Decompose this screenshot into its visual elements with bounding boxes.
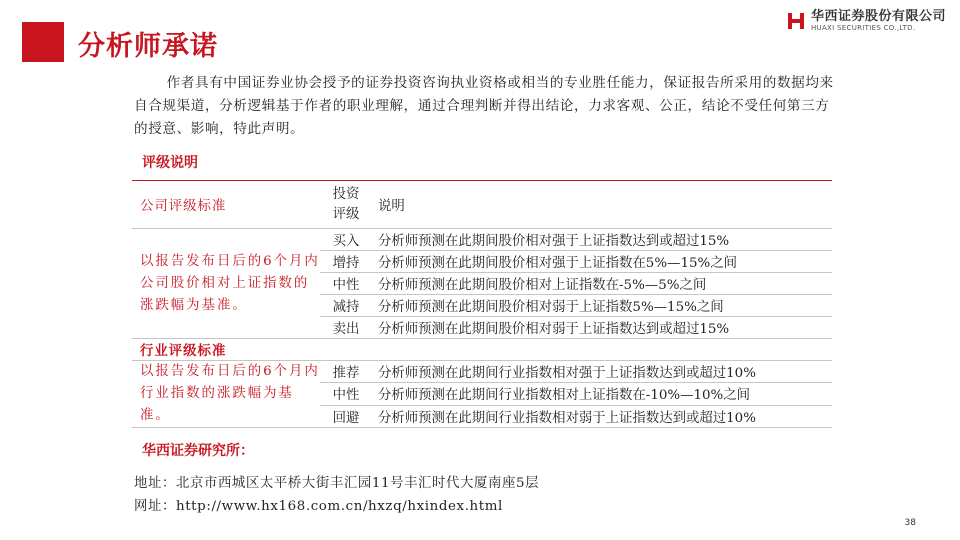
rating-cell: 买入 bbox=[320, 229, 372, 251]
table-row bbox=[132, 229, 832, 251]
industry-header-row bbox=[132, 339, 832, 361]
description-cell: 分析师预测在此期间股价相对上证指数在-5%—5%之间 bbox=[372, 273, 832, 295]
page-number: 38 bbox=[904, 518, 916, 528]
rating-cell: 增持 bbox=[320, 251, 372, 273]
huaxi-logo-icon bbox=[787, 12, 805, 30]
analyst-statement: 作者具有中国证券业协会授予的证券投资咨询执业资格或相当的专业胜任能力，保证报告所采用的数据均来自合规渠道，分析逻辑基于作者的职业理解，通过合理判断并得出结论，力求客观、公正，结论不受任何第三方的授意、影响，特此声明。 bbox=[134, 75, 834, 137]
description-cell: 分析师预测在此期间股价相对强于上证指数在5%—15%之间 bbox=[372, 251, 832, 273]
page-title: 分析师承诺 bbox=[78, 31, 218, 62]
rating-cell: 减持 bbox=[320, 295, 372, 317]
rating-cell: 回避 bbox=[320, 405, 372, 427]
industry-basis: 以报告发布日后的6个月内行业指数的涨跌幅为基准。 bbox=[132, 361, 320, 428]
website-text[interactable]: 网址：http://www.hx168.com.cn/hxzq/hxindex.html bbox=[134, 499, 503, 514]
industry-standard-header: 行业评级标准 bbox=[132, 339, 320, 361]
title-accent-block bbox=[22, 22, 64, 62]
rating-cell: 中性 bbox=[320, 383, 372, 405]
logo-chinese-name: 华西证券股份有限公司 bbox=[810, 9, 946, 24]
rating-cell: 推荐 bbox=[320, 361, 372, 383]
description-cell: 分析师预测在此期间行业指数相对弱于上证指数达到或超过10% bbox=[372, 405, 832, 427]
rating-section-title: 评级说明 bbox=[142, 155, 198, 171]
rating-cell: 卖出 bbox=[320, 317, 372, 339]
rating-column-header: 投资评级 bbox=[320, 181, 372, 229]
rating-cell: 中性 bbox=[320, 273, 372, 295]
description-cell: 分析师预测在此期间行业指数相对强于上证指数达到或超过10% bbox=[372, 361, 832, 383]
table-header-row bbox=[132, 181, 832, 229]
description-cell: 分析师预测在此期间股价相对弱于上证指数达到或超过15% bbox=[372, 317, 832, 339]
logo-english-name: HUAXI SECURITIES CO.,LTD. bbox=[810, 24, 916, 32]
rating-table bbox=[132, 180, 832, 428]
description-cell: 分析师预测在此期间股价相对弱于上证指数5%—15%之间 bbox=[372, 295, 832, 317]
company-basis: 以报告发布日后的6个月内公司股价相对上证指数的涨跌幅为基准。 bbox=[132, 229, 320, 339]
company-standard-header: 公司评级标准 bbox=[132, 181, 320, 229]
company-logo bbox=[787, 10, 946, 32]
table-row bbox=[132, 361, 832, 383]
description-cell: 分析师预测在此期间股价相对强于上证指数达到或超过15% bbox=[372, 229, 832, 251]
description-column-header: 说明 bbox=[372, 181, 832, 229]
description-cell: 分析师预测在此期间行业指数相对上证指数在-10%—10%之间 bbox=[372, 383, 832, 405]
institute-title: 华西证券研究所： bbox=[142, 443, 254, 459]
address-text: 地址：北京市西城区太平桥大街丰汇园11号丰汇时代大厦南座5层 bbox=[134, 476, 540, 491]
